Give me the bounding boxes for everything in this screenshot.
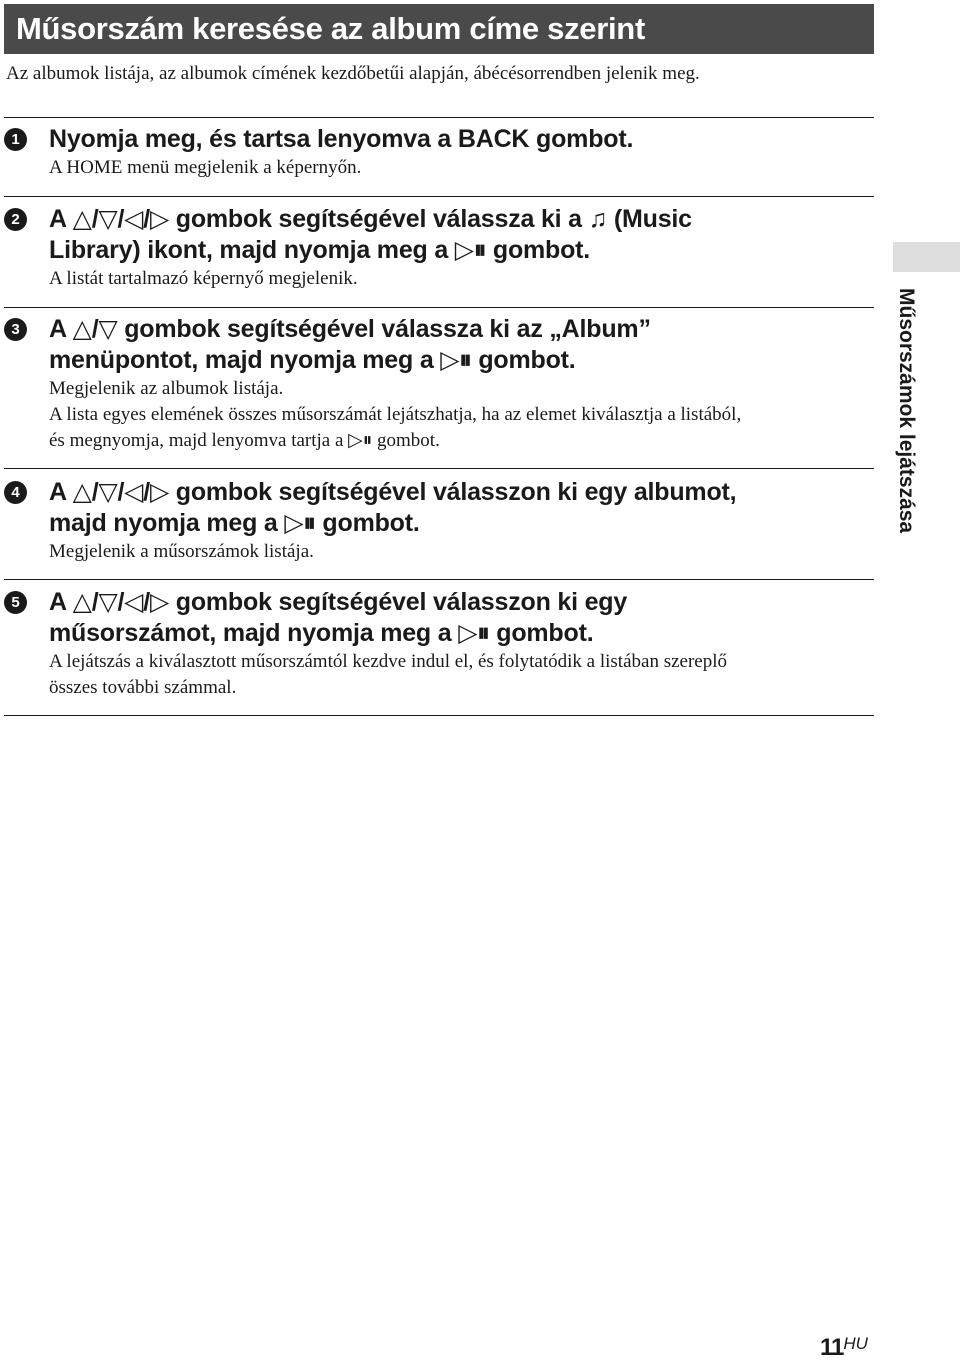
- step-body-line: és megnyomja, majd lenyomva tartja a ▷⏸ gombot.: [49, 430, 440, 451]
- section-side-label: Műsorszámok lejátszása: [895, 288, 918, 534]
- page-number: [820, 1334, 868, 1362]
- page-number-value: 11: [820, 1334, 844, 1361]
- step-4: [4, 477, 874, 565]
- step-body: [49, 539, 874, 565]
- step-body: [49, 266, 874, 292]
- step-heading-line: A △/▽/◁/▷ gombok segítségével válassza ki a ♫ (Music: [49, 205, 692, 233]
- step-heading-line: Library) ikont, majd nyomja meg a ▷⏸ gombot.: [49, 236, 591, 264]
- step-heading: [49, 314, 874, 376]
- step-2: [4, 204, 874, 292]
- step-heading: [49, 124, 874, 155]
- step-number-badge: 3: [4, 318, 27, 341]
- step-body-line: A lista egyes elemének összes műsorszámát lejátszhatja, ha az elemet kiválasztja a listából,: [49, 404, 742, 425]
- step-5: [4, 587, 874, 701]
- step-body-line: A HOME menü megjelenik a képernyőn.: [49, 157, 362, 178]
- step-body-line: Megjelenik az albumok listája.: [49, 378, 284, 399]
- step-body-line: összes további számmal.: [49, 677, 237, 698]
- intro-text: Az albumok listája, az albumok címének kezdőbetűi alapján, ábécésorrendben jelenik meg.: [6, 63, 700, 84]
- page-title: Műsorszám keresése az album címe szerint: [4, 4, 874, 54]
- step-number-badge: 2: [4, 208, 27, 231]
- step-body-line: A listát tartalmazó képernyő megjelenik.: [49, 268, 358, 289]
- divider: [4, 468, 874, 469]
- page-language-code: HU: [843, 1334, 868, 1353]
- step-heading-line: majd nyomja meg a ▷⏸ gombot.: [49, 509, 420, 537]
- section-tab-marker: [893, 242, 960, 272]
- divider: [4, 196, 874, 197]
- divider: [4, 579, 874, 580]
- step-number-badge: 4: [4, 481, 27, 504]
- step-heading: [49, 587, 874, 649]
- step-body-line: A lejátszás a kiválasztott műsorszámtól kezdve indul el, és folytatódik a listában szereplő: [49, 651, 727, 672]
- step-heading-line: műsorszámot, majd nyomja meg a ▷⏸ gombot.: [49, 619, 594, 647]
- step-heading-line: menüpontot, majd nyomja meg a ▷⏸ gombot.: [49, 346, 576, 374]
- step-3: [4, 314, 874, 454]
- step-number-badge: 5: [4, 591, 27, 614]
- step-heading: [49, 477, 874, 539]
- step-heading-line: A △/▽ gombok segítségével válassza ki az „Album”: [49, 315, 651, 343]
- step-heading-line: A △/▽/◁/▷ gombok segítségével válasszon ki egy: [49, 588, 628, 616]
- divider: [4, 307, 874, 308]
- step-number-badge: 1: [4, 128, 27, 151]
- divider: [4, 117, 874, 118]
- step-body: [49, 155, 874, 181]
- step-heading-line: A △/▽/◁/▷ gombok segítségével válasszon ki egy albumot,: [49, 478, 737, 506]
- step-body-line: Megjelenik a műsorszámok listája.: [49, 541, 314, 562]
- step-1: [4, 124, 874, 181]
- step-heading-line: Nyomja meg, és tartsa lenyomva a BACK gombot.: [49, 125, 634, 153]
- step-heading: [49, 204, 874, 266]
- step-body: [49, 649, 874, 701]
- step-body: [49, 376, 874, 454]
- divider: [4, 715, 874, 716]
